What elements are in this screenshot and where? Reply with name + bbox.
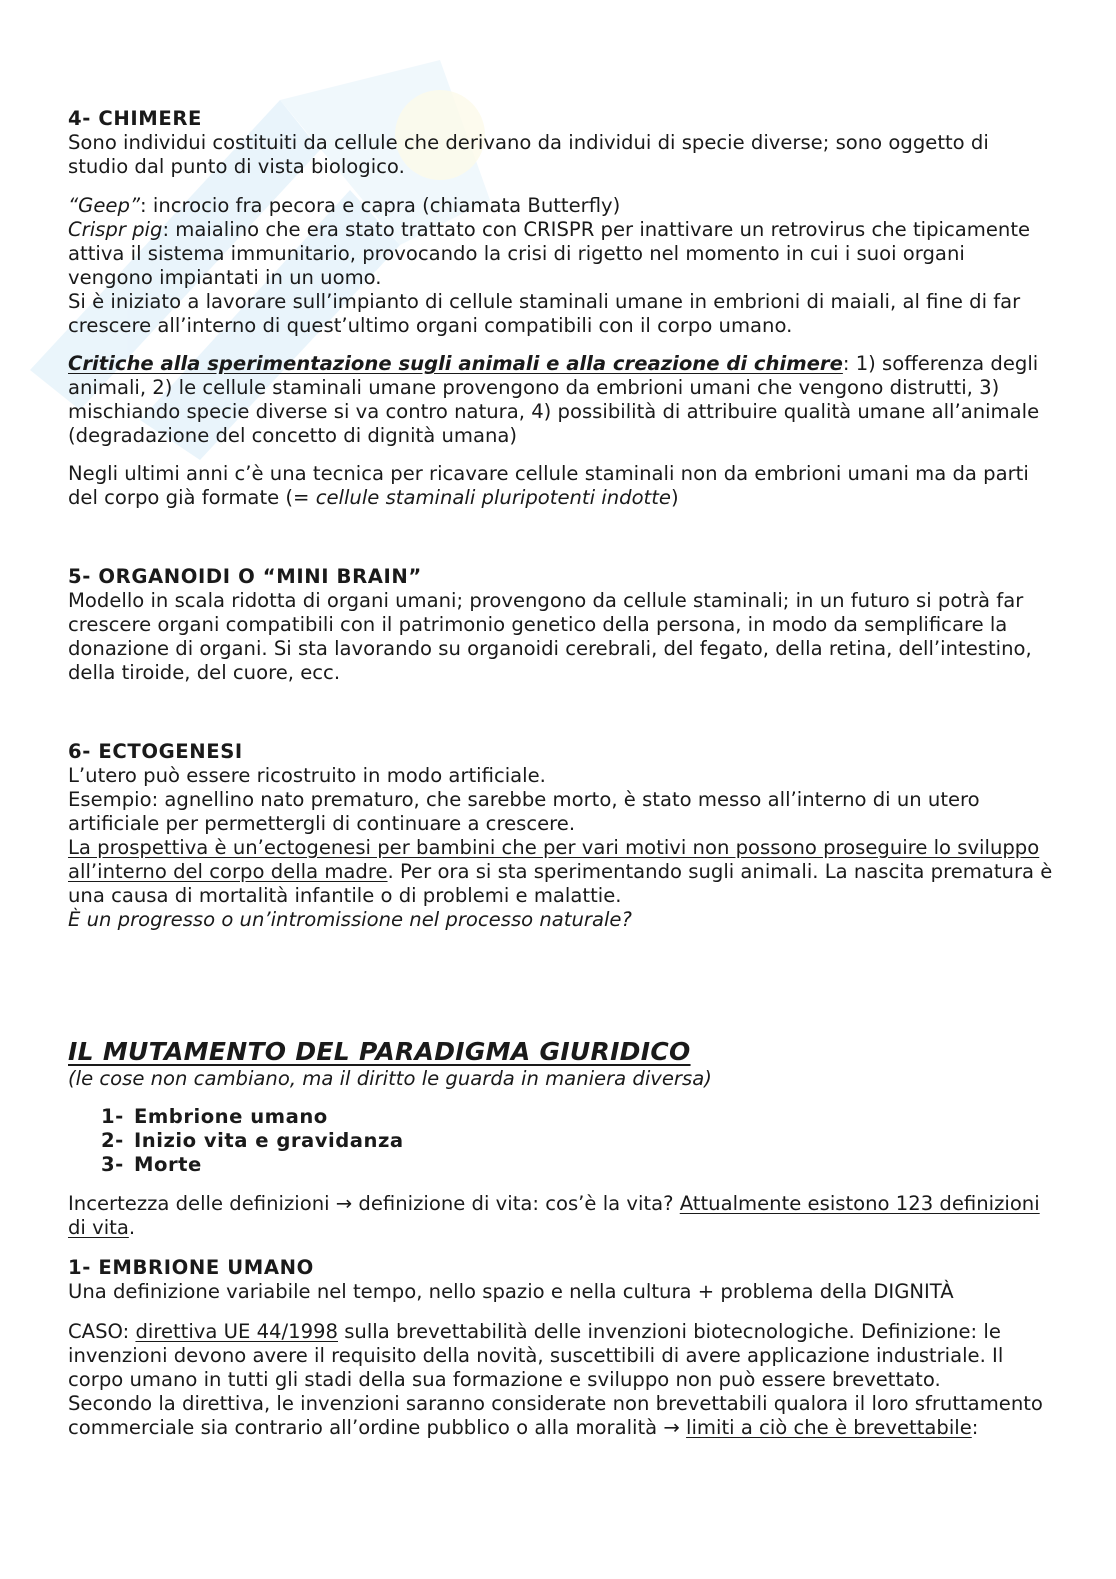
section-5-paragraph: Modello in scala ridotta di organi umani; provengono da cellule staminali; in un futuro si potrà far crescere organi compatibili con il patrimonio genetico della persona, in modo da semplificare la donazione di organi. Si sta lavorando su organoidi cerebrali, del fegato, della retina, dell’intestino, della tiroide, del cuore, ecc. [68,589,1032,684]
section-4-paragraph-5 [68,462,1053,510]
embryo-definition: Una definizione variabile nel tempo, nello spazio e nella cultura + problema della DIGNITÀ [68,1280,954,1303]
directive-case [68,1320,1053,1440]
ips-close: ) [670,486,679,509]
list-item [68,1153,1053,1177]
list-number: 3- [101,1153,124,1176]
list-label: Inizio vita e gravidanza [134,1129,404,1152]
section-6-heading: 6- ECTOGENESI [68,740,243,763]
ips-term: cellule staminali pluripotenti indotte [315,486,671,509]
geep-text: : incrocio fra pecora e capra (chiamata Butterfly) [140,194,621,217]
ectogenesis-perspective: La prospettiva è un’ectogenesi per bambini che per vari motivi non possono proseguire lo sviluppo all’interno del corpo della madre [68,836,1040,883]
criticism-text: : 1) sofferenza degli animali, 2) le cellule staminali umane provengono da embrioni umani che vengono distrutti, 3) mischiando specie diverse si va contro natura, 4) possibilità di attribuire qualità umane all’animale (degradazione del concetto di dignità umana) [68,352,1040,447]
geep-term: “Geep” [68,194,141,217]
section-6-question: È un progresso o un’intromissione nel processo naturale? [68,908,632,931]
section-6-body [68,764,1053,932]
case-label: CASO: [68,1320,136,1343]
section-4-paragraph-3: Si è iniziato a lavorare sull’impianto di cellule staminali umane in embrioni di maiali, al fine di far crescere all’interno di quest’ultimo organi compatibili con il corpo umano. [68,290,1021,337]
directive-ref: direttiva UE 44/1998 [135,1320,338,1343]
list-number: 2- [101,1129,124,1152]
case-text: sulla brevettabilità delle invenzioni biotecnologiche. Definizione: le invenzioni devono avere il requisito della novità, suscettibili di avere applicazione industriale. Il corpo umano in tutti gli stadi della sua formazione e sviluppo non può essere brevettato. [68,1320,1004,1391]
uncertainty-text: Incertezza delle definizioni → definizione di vita: cos’è la vita? [68,1192,680,1215]
criticism-label: Critiche alla sperimentazione sugli animali e alla creazione di chimere [68,352,843,375]
crispr-text: : maialino che era stato trattato con CRISPR per inattivare un retrovirus che tipicamente attiva il sistema immunitario, provocando la crisi di rigetto nel momento in cui i suoi organi vengono impiantati in un uomo. [68,218,1031,289]
list-label: Morte [134,1153,202,1176]
crispr-term: Crispr pig [68,218,163,241]
section-5-heading: 5- ORGANOIDI O “MINI BRAIN” [68,565,422,588]
list-item [68,1129,1053,1153]
section-4-heading: 4- CHIMERE [68,107,203,130]
criticism-paragraph [68,352,1053,448]
colon: : [971,1416,979,1439]
part-title: IL MUTAMENTO DEL PARADIGMA GIURIDICO [68,1037,691,1066]
section-6-line-3: . Per ora si sta sperimentando sugli animali. La nascita prematura è una causa di mortalità infantile o di problemi e malattie. [68,860,1053,907]
directive-text: Secondo la direttiva, le invenzioni saranno considerate non brevettabili qualora il loro sfruttamento commerciale sia contrario all’ordine pubblico o alla moralità → [68,1392,1043,1439]
patent-limits: limiti a ciò che è brevettabile [686,1416,972,1439]
uncertainty-paragraph [68,1192,1053,1240]
definitions-count: Attualmente esistono 123 definizioni di vita [68,1192,1040,1239]
topic-list [68,1105,1053,1177]
ips-text: Negli ultimi anni c’è una tecnica per ricavare cellule staminali non da embrioni umani ma da parti del corpo già formate (= [68,462,1029,509]
list-number: 1- [101,1105,124,1128]
section-4-examples [68,194,1053,338]
list-label: Embrione umano [134,1105,328,1128]
uncertainty-end: . [128,1216,136,1239]
section-6-line-1: L’utero può essere ricostruito in modo artificiale. [68,764,546,787]
list-item [68,1105,1053,1129]
part-subtitle: (le cose non cambiano, ma il diritto le guarda in maniera diversa) [68,1067,712,1090]
section-4-intro: Sono individui costituiti da cellule che derivano da individui di specie diverse; sono oggetto di studio dal punto di vista biologico. [68,131,989,178]
section-6-line-2: Esempio: agnellino nato prematuro, che sarebbe morto, è stato messo all’interno di un utero artificiale per permettergli di continuare a crescere. [68,788,980,835]
embryo-heading: 1- EMBRIONE UMANO [68,1256,314,1279]
